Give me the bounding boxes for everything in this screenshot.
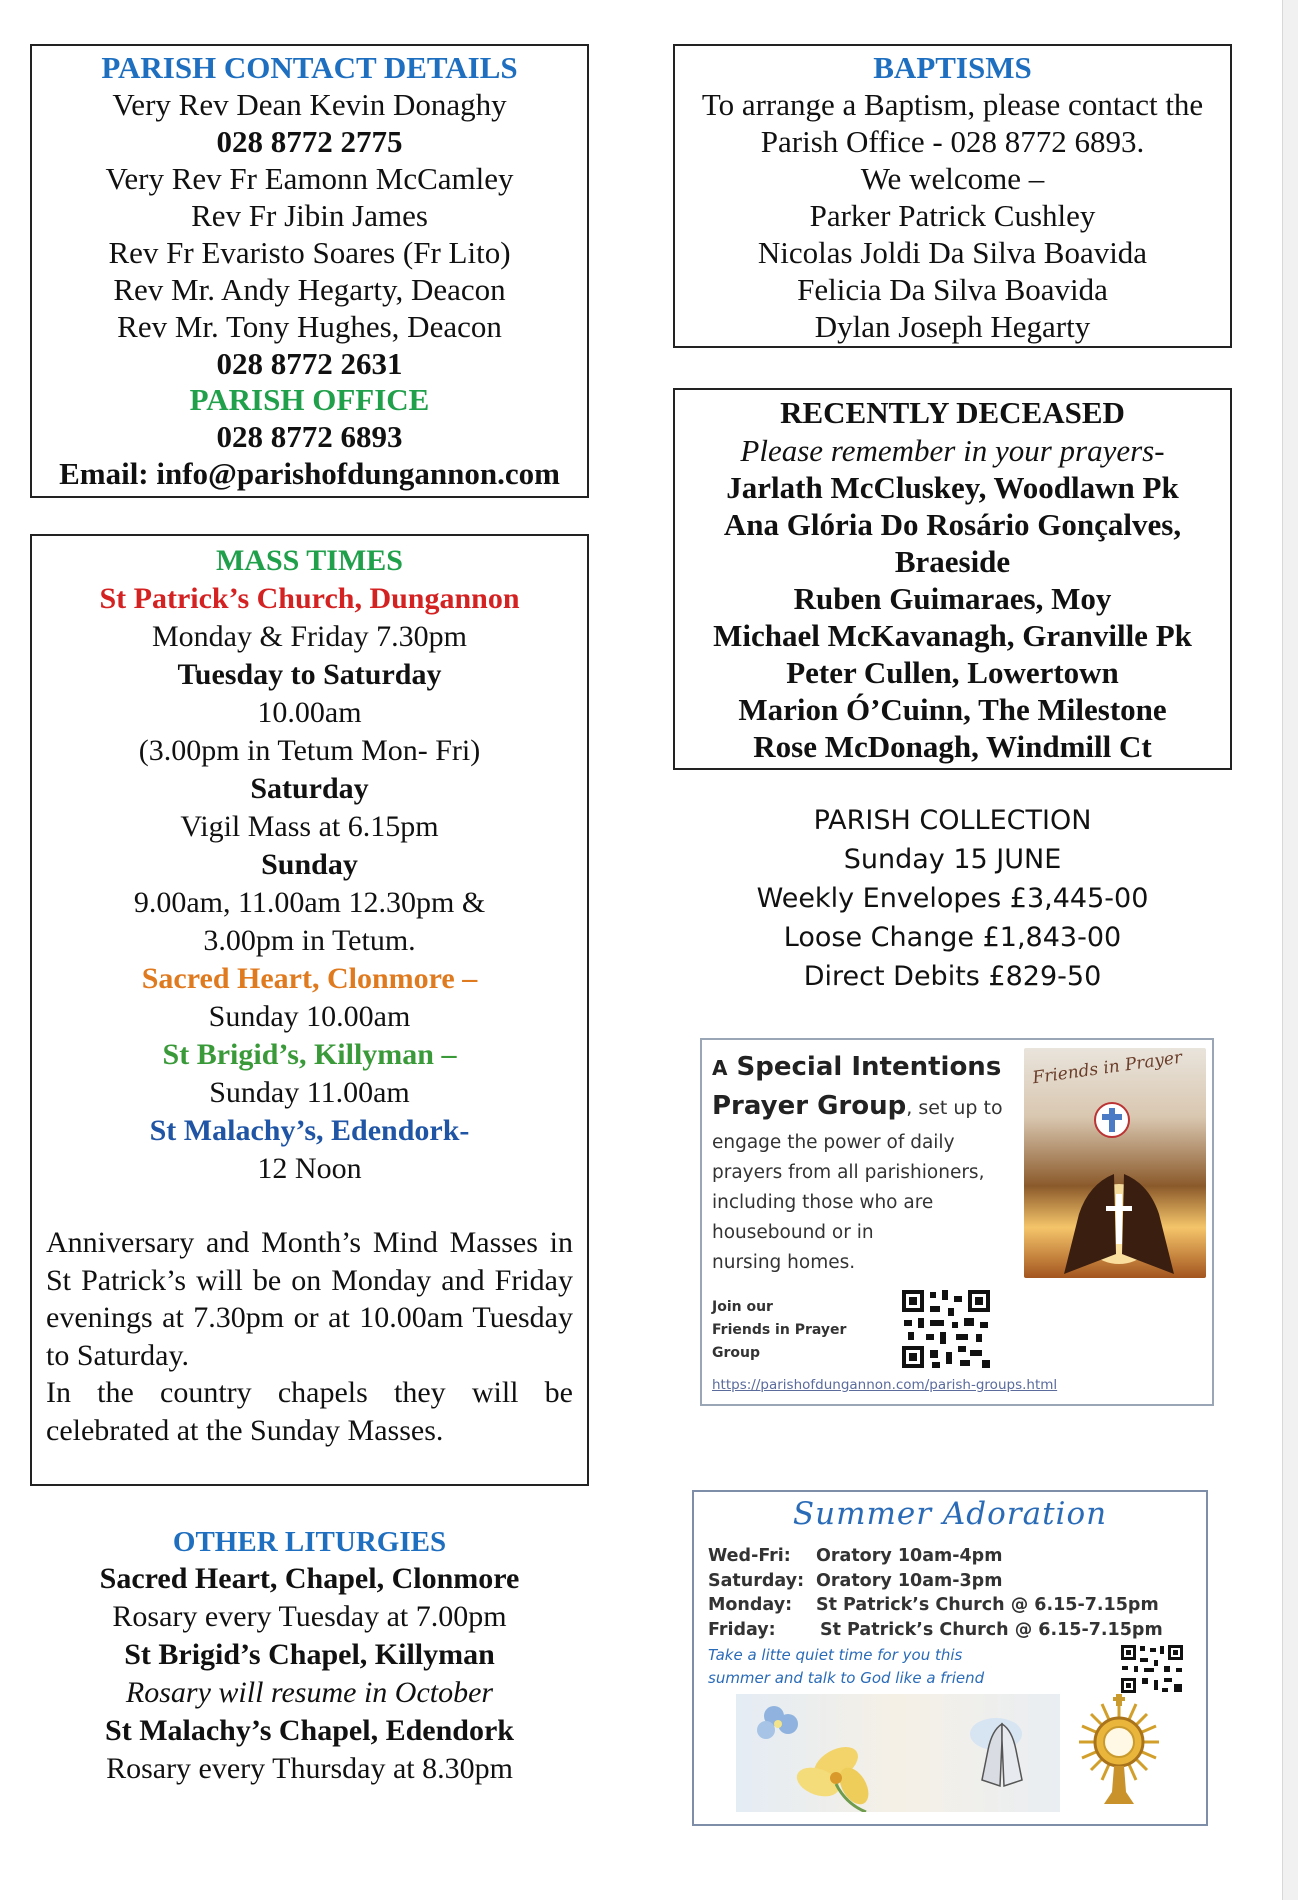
deceased-name: Braeside	[894, 544, 1011, 579]
adoration-schedule	[708, 1544, 1163, 1642]
mass-time: Sunday 10.00am	[208, 1000, 411, 1033]
baptisms-box	[673, 44, 1232, 348]
liturgy-time: Rosary every Thursday at 8.30pm	[106, 1752, 513, 1785]
qr-code-icon[interactable]	[1120, 1644, 1184, 1694]
adoration-row: Friday: St Patrick’s Church @ 6.15-7.15pm	[708, 1619, 1163, 1640]
deceased-name: Ana Glória Do Rosário Gonçalves,	[723, 507, 1182, 542]
baptisms-line: We welcome –	[860, 161, 1045, 196]
baptisms-name: Nicolas Joldi Da Silva Boavida	[757, 235, 1148, 270]
church-killyman: St Brigid’s, Killyman –	[162, 1038, 457, 1071]
collection-line: Weekly Envelopes £3,445-00	[756, 883, 1149, 914]
deceased-title: RECENTLY DECEASED	[780, 395, 1125, 430]
mass-day: Saturday	[250, 772, 369, 805]
mass-times-box	[30, 534, 589, 1486]
monstrance-icon	[1074, 1692, 1164, 1812]
contact-line: Very Rev Fr Eamonn McCamley	[105, 161, 514, 196]
adoration-note: Take a litte quiet time for you this summer and talk to God like a friend	[708, 1646, 985, 1687]
mass-time: (3.00pm in Tetum Mon- Fri)	[138, 734, 481, 767]
collection-line: Loose Change £1,843-00	[783, 922, 1122, 953]
qr-code-icon[interactable]	[900, 1288, 992, 1370]
deceased-name: Ruben Guimaraes, Moy	[793, 581, 1112, 616]
prayer-group-heading: A Special Intentions	[712, 1052, 1002, 1082]
adoration-row: Saturday: Oratory 10am-3pm	[708, 1570, 1003, 1591]
adoration-title: Summer Adoration	[792, 1496, 1108, 1532]
church-st-patricks: St Patrick’s Church, Dungannon	[99, 582, 520, 615]
contact-line: Rev Mr. Andy Hegarty, Deacon	[113, 272, 506, 307]
cross-emblem-icon	[1092, 1100, 1132, 1140]
liturgy-chapel: Sacred Heart, Chapel, Clonmore	[99, 1562, 520, 1595]
contact-line: Rev Fr Evaristo Soares (Fr Lito)	[108, 235, 511, 270]
adoration-row: Wed-Fri: Oratory 10am-4pm	[708, 1546, 1003, 1566]
prayer-group-subheading: Prayer Group, set up to	[712, 1091, 1003, 1121]
contact-line: Rev Fr Jibin James	[191, 198, 428, 233]
collection-date: Sunday 15 JUNE	[843, 844, 1062, 875]
contact-line: Very Rev Dean Kevin Donaghy	[112, 87, 507, 122]
prayer-group-title: Special Intentions	[736, 1052, 1002, 1082]
adoration-row: Monday: St Patrick’s Church @ 6.15-7.15pm	[708, 1595, 1159, 1615]
contact-phone: 028 8772 2631	[216, 346, 403, 381]
prayer-group-url[interactable]: https://parishofdungannon.com/parish-groups.html	[712, 1377, 1058, 1393]
mass-time: 10.00am	[257, 696, 362, 729]
contact-title: PARISH CONTACT DETAILS	[101, 50, 518, 85]
summer-adoration-card	[692, 1490, 1208, 1826]
other-liturgies-block	[30, 1524, 589, 1788]
church-edendork: St Malachy’s, Edendork-	[149, 1114, 470, 1147]
collection-block	[673, 801, 1232, 996]
baptisms-name: Felicia Da Silva Boavida	[797, 272, 1108, 307]
office-title: PARISH OFFICE	[189, 382, 430, 417]
contact-box	[30, 44, 589, 498]
mass-time: Sunday 11.00am	[209, 1076, 410, 1109]
prayer-group-join: Join our Friends in Prayer Group	[712, 1299, 847, 1361]
mass-title: MASS TIMES	[215, 544, 403, 577]
contact-email: Email: info@parishofdungannon.com	[59, 456, 560, 491]
deceased-name: Jarlath McCluskey, Woodlawn Pk	[726, 470, 1179, 505]
deceased-box	[673, 388, 1232, 770]
contact-phone: 028 8772 2775	[216, 124, 403, 159]
scrollbar[interactable]	[1282, 0, 1298, 1900]
baptisms-name: Dylan Joseph Hegarty	[814, 309, 1091, 344]
deceased-name: Michael McKavanagh, Granville Pk	[713, 618, 1192, 653]
friends-in-prayer-caption: Friends in Prayer	[1031, 1048, 1184, 1089]
baptisms-line: To arrange a Baptism, please contact the	[701, 87, 1204, 122]
mass-time: 12 Noon	[257, 1152, 362, 1185]
collection-title: PARISH COLLECTION	[813, 805, 1092, 836]
collection-line: Direct Debits £829-50	[803, 961, 1102, 992]
deceased-intro: Please remember in your prayers-	[740, 433, 1165, 468]
flower-image	[736, 1694, 1060, 1812]
deceased-name: Rose McDonagh, Windmill Ct	[753, 729, 1152, 764]
anniversary-note: Anniversary and Month’s Mind Masses in St Patrick’s will be on Monday and Friday evenings at 7.30pm or at 10.00am Tuesday to Saturday.	[46, 1226, 573, 1372]
country-chapels-note: In the country chapels they will be celebrated at the Sunday Masses.	[46, 1376, 573, 1447]
mass-time: Monday & Friday 7.30pm	[152, 620, 467, 653]
prayer-group-card	[700, 1038, 1214, 1406]
deceased-name: Marion Ó’Cuinn, The Milestone	[738, 692, 1167, 727]
mass-day: Sunday	[261, 848, 358, 881]
mass-time: Vigil Mass at 6.15pm	[180, 810, 439, 843]
praying-hands-icon	[972, 1720, 1032, 1790]
praying-hands-image	[1024, 1048, 1206, 1278]
liturgies-title: OTHER LITURGIES	[172, 1526, 447, 1558]
praying-hands-icon	[1044, 1144, 1194, 1274]
mass-time: 3.00pm in Tetum.	[203, 924, 416, 957]
baptisms-name: Parker Patrick Cushley	[809, 198, 1096, 233]
liturgy-chapel: St Malachy’s Chapel, Edendork	[105, 1714, 514, 1747]
baptisms-title: BAPTISMS	[873, 50, 1032, 85]
baptisms-line: Parish Office - 028 8772 6893.	[760, 124, 1145, 159]
liturgy-time: Rosary every Tuesday at 7.00pm	[112, 1600, 507, 1633]
deceased-name: Peter Cullen, Lowertown	[786, 655, 1119, 690]
prayer-group-body: engage the power of daily prayers from all parishioners, including those who are housebound or in nursing homes.	[712, 1132, 985, 1273]
liturgy-chapel: St Brigid’s Chapel, Killyman	[124, 1638, 495, 1671]
mass-time: 9.00am, 11.00am 12.30pm &	[133, 886, 486, 919]
liturgy-time: Rosary will resume in October	[125, 1676, 494, 1709]
church-clonmore: Sacred Heart, Clonmore –	[141, 962, 478, 995]
office-phone: 028 8772 6893	[216, 419, 403, 454]
contact-line: Rev Mr. Tony Hughes, Deacon	[117, 309, 502, 344]
mass-day: Tuesday to Saturday	[177, 658, 442, 691]
